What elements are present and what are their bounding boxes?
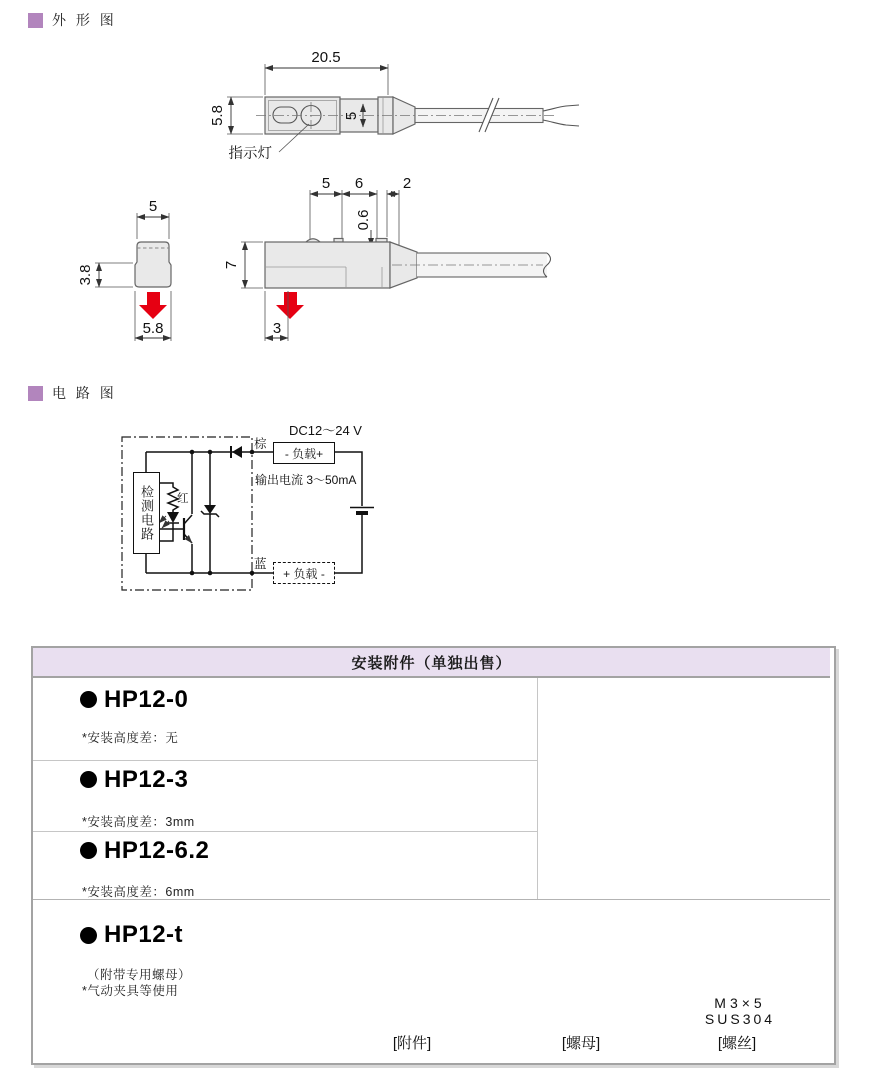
bullet-icon bbox=[80, 927, 97, 944]
screw-spec-material: SUS304 bbox=[704, 1011, 776, 1027]
model-name-hp12-0: HP12-0 bbox=[104, 686, 189, 713]
accessories-table-title: 安装附件（单独出售） bbox=[33, 648, 830, 678]
model-note: *安装高度差：6mm bbox=[82, 885, 195, 899]
load-box-negative: + 负载 - bbox=[273, 562, 335, 584]
dim-label: 3 bbox=[272, 320, 282, 337]
bracket-caption: [附件] bbox=[392, 1035, 432, 1052]
dim-label: 5 bbox=[343, 111, 360, 121]
screw-caption: [螺丝] bbox=[717, 1035, 757, 1052]
model-note: （附带专用螺母） bbox=[87, 968, 192, 982]
output-current-label: 输出电流 3～50mA bbox=[255, 473, 357, 487]
row-divider bbox=[33, 831, 537, 832]
dim-label: 3.8 bbox=[77, 264, 94, 286]
dim-label: 7 bbox=[223, 260, 240, 270]
indicator-label: 指示灯 bbox=[228, 146, 272, 162]
row-divider bbox=[33, 760, 537, 761]
load-box-positive: - 负载+ bbox=[273, 442, 335, 464]
supply-voltage-label: DC12～24 V bbox=[289, 423, 362, 438]
mount-direction-arrow bbox=[276, 292, 304, 319]
dim-label: 5.8 bbox=[142, 320, 164, 337]
model-note: *安装高度差：无 bbox=[82, 731, 179, 745]
detector-circuit-box: 检测电路 bbox=[133, 472, 160, 554]
dim-label: 5.8 bbox=[209, 105, 226, 126]
brown-wire-label: 棕 bbox=[254, 437, 267, 451]
model-note: *气动夹具等使用 bbox=[82, 984, 179, 998]
screw-spec-size: M3×5 bbox=[714, 995, 766, 1011]
model-name-hp12-6-2: HP12-6.2 bbox=[104, 837, 210, 864]
outline-side-view-drawing bbox=[223, 175, 551, 341]
bullet-icon bbox=[80, 842, 97, 859]
bullet-icon bbox=[80, 691, 97, 708]
mount-direction-arrow bbox=[139, 292, 167, 319]
dim-label: 0.6 bbox=[355, 209, 372, 231]
bullet-icon bbox=[80, 771, 97, 788]
outline-top-view-drawing bbox=[209, 49, 579, 162]
dim-label: 2 bbox=[402, 175, 412, 192]
outline-end-view-drawing bbox=[77, 198, 171, 341]
dim-label: 5 bbox=[148, 198, 158, 215]
dim-label: 20.5 bbox=[311, 49, 341, 66]
circuit-section-title: 电 路 图 bbox=[52, 385, 117, 401]
model-name-hp12-3: HP12-3 bbox=[104, 766, 189, 793]
blue-wire-label: 蓝 bbox=[254, 557, 267, 571]
dim-label: 5 bbox=[321, 175, 331, 192]
model-note: *安装高度差：3mm bbox=[82, 815, 195, 829]
nut-caption: [螺母] bbox=[561, 1035, 601, 1052]
led-red-label: 红 bbox=[177, 493, 189, 505]
outline-section-title: 外 形 图 bbox=[52, 12, 117, 28]
column-divider bbox=[537, 678, 538, 899]
model-name-hp12-t: HP12-t bbox=[104, 921, 184, 948]
dim-label: 6 bbox=[354, 175, 364, 192]
